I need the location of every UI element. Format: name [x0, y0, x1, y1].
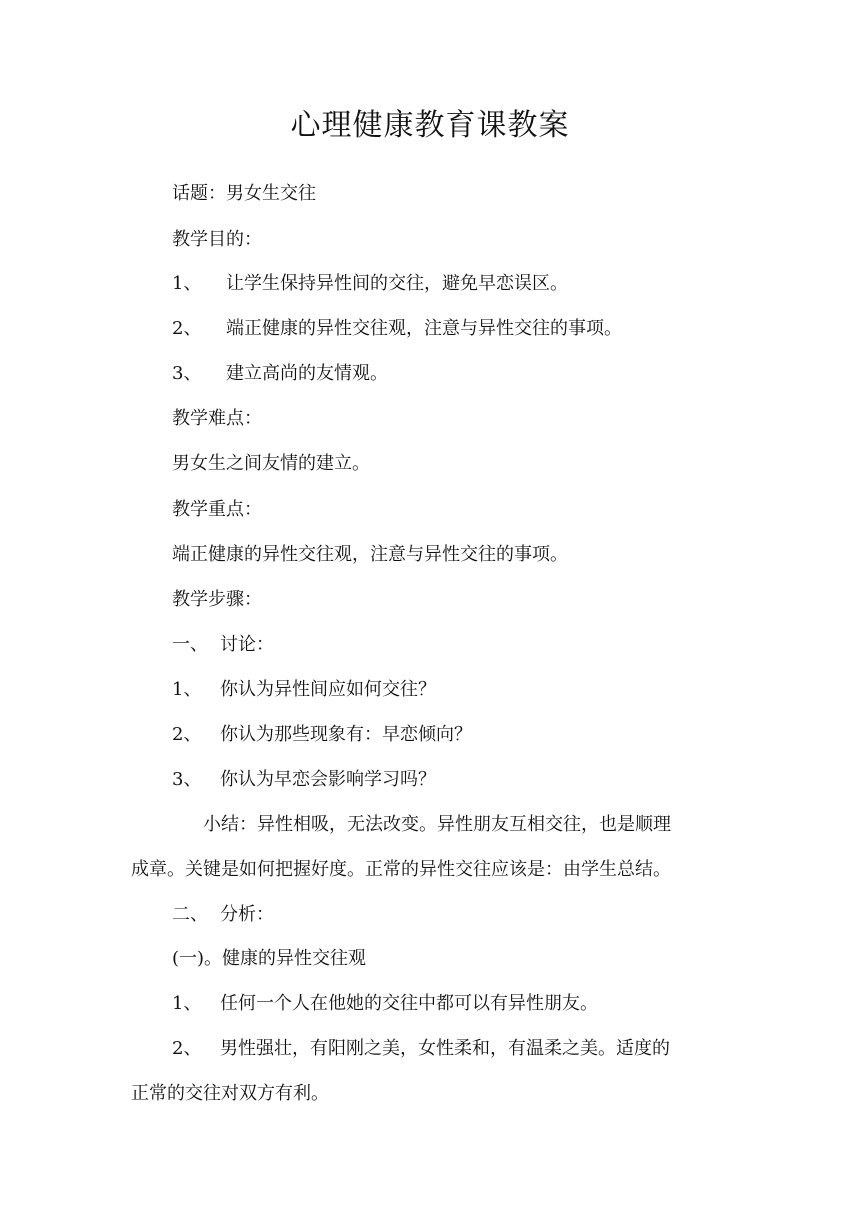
focus-text: 端正健康的异性交往观，注意与异性交往的事项。 [172, 544, 568, 565]
steps-heading: 教学步骤： [172, 589, 262, 610]
objective-item [172, 361, 388, 387]
section-heading-analysis [172, 902, 274, 928]
analysis-item [172, 991, 598, 1017]
objective-text: 端正健康的异性交往观，注意与异性交往的事项。 [226, 318, 622, 339]
objectives-heading: 教学目的： [172, 229, 262, 250]
analysis-text: 男性强壮，有阳刚之美，女性柔和，有温柔之美。适度的 [220, 1038, 670, 1059]
question-number: 2、 [172, 724, 202, 745]
question-item [172, 767, 436, 793]
question-text: 你认为异性间应如何交往？ [220, 679, 436, 700]
document-title: 心理健康教育课教案 [290, 108, 570, 143]
question-text: 你认为那些现象有：早恋倾向？ [220, 724, 472, 745]
section-heading-discussion [172, 632, 274, 658]
analysis-text-continued: 正常的交往对双方有利。 [131, 1083, 329, 1104]
section-title: 讨论： [220, 634, 274, 655]
analysis-item [172, 1036, 670, 1062]
objective-number: 3、 [172, 363, 202, 384]
objective-item [172, 316, 622, 342]
summary-line-2: 成章。关键是如何把握好度。正常的异性交往应该是：由学生总结。 [131, 859, 671, 880]
question-item [172, 677, 436, 703]
objective-item [172, 271, 568, 297]
analysis-number: 1、 [172, 993, 202, 1014]
question-number: 1、 [172, 679, 202, 700]
section-number: 一、 [172, 634, 208, 655]
difficulty-text: 男女生之间友情的建立。 [172, 453, 370, 474]
question-item [172, 722, 472, 748]
analysis-number: 2、 [172, 1038, 202, 1059]
question-number: 3、 [172, 769, 202, 790]
section-number: 二、 [172, 904, 208, 925]
question-text: 你认为早恋会影响学习吗？ [220, 769, 436, 790]
analysis-text: 任何一个人在他她的交往中都可以有异性朋友。 [220, 993, 598, 1014]
topic-line: 话题：男女生交往 [172, 183, 316, 204]
objective-number: 1、 [172, 273, 202, 294]
summary-line-1: 小结：异性相吸，无法改变。异性朋友互相交往，也是顺理 [203, 814, 671, 835]
objective-number: 2、 [172, 318, 202, 339]
difficulty-heading: 教学难点： [172, 408, 262, 429]
focus-heading: 教学重点： [172, 499, 262, 520]
section-title: 分析： [220, 904, 274, 925]
subsection-heading: (一)。健康的异性交往观 [172, 948, 367, 969]
objective-text: 让学生保持异性间的交往，避免早恋误区。 [226, 273, 568, 294]
objective-text: 建立高尚的友情观。 [226, 363, 388, 384]
